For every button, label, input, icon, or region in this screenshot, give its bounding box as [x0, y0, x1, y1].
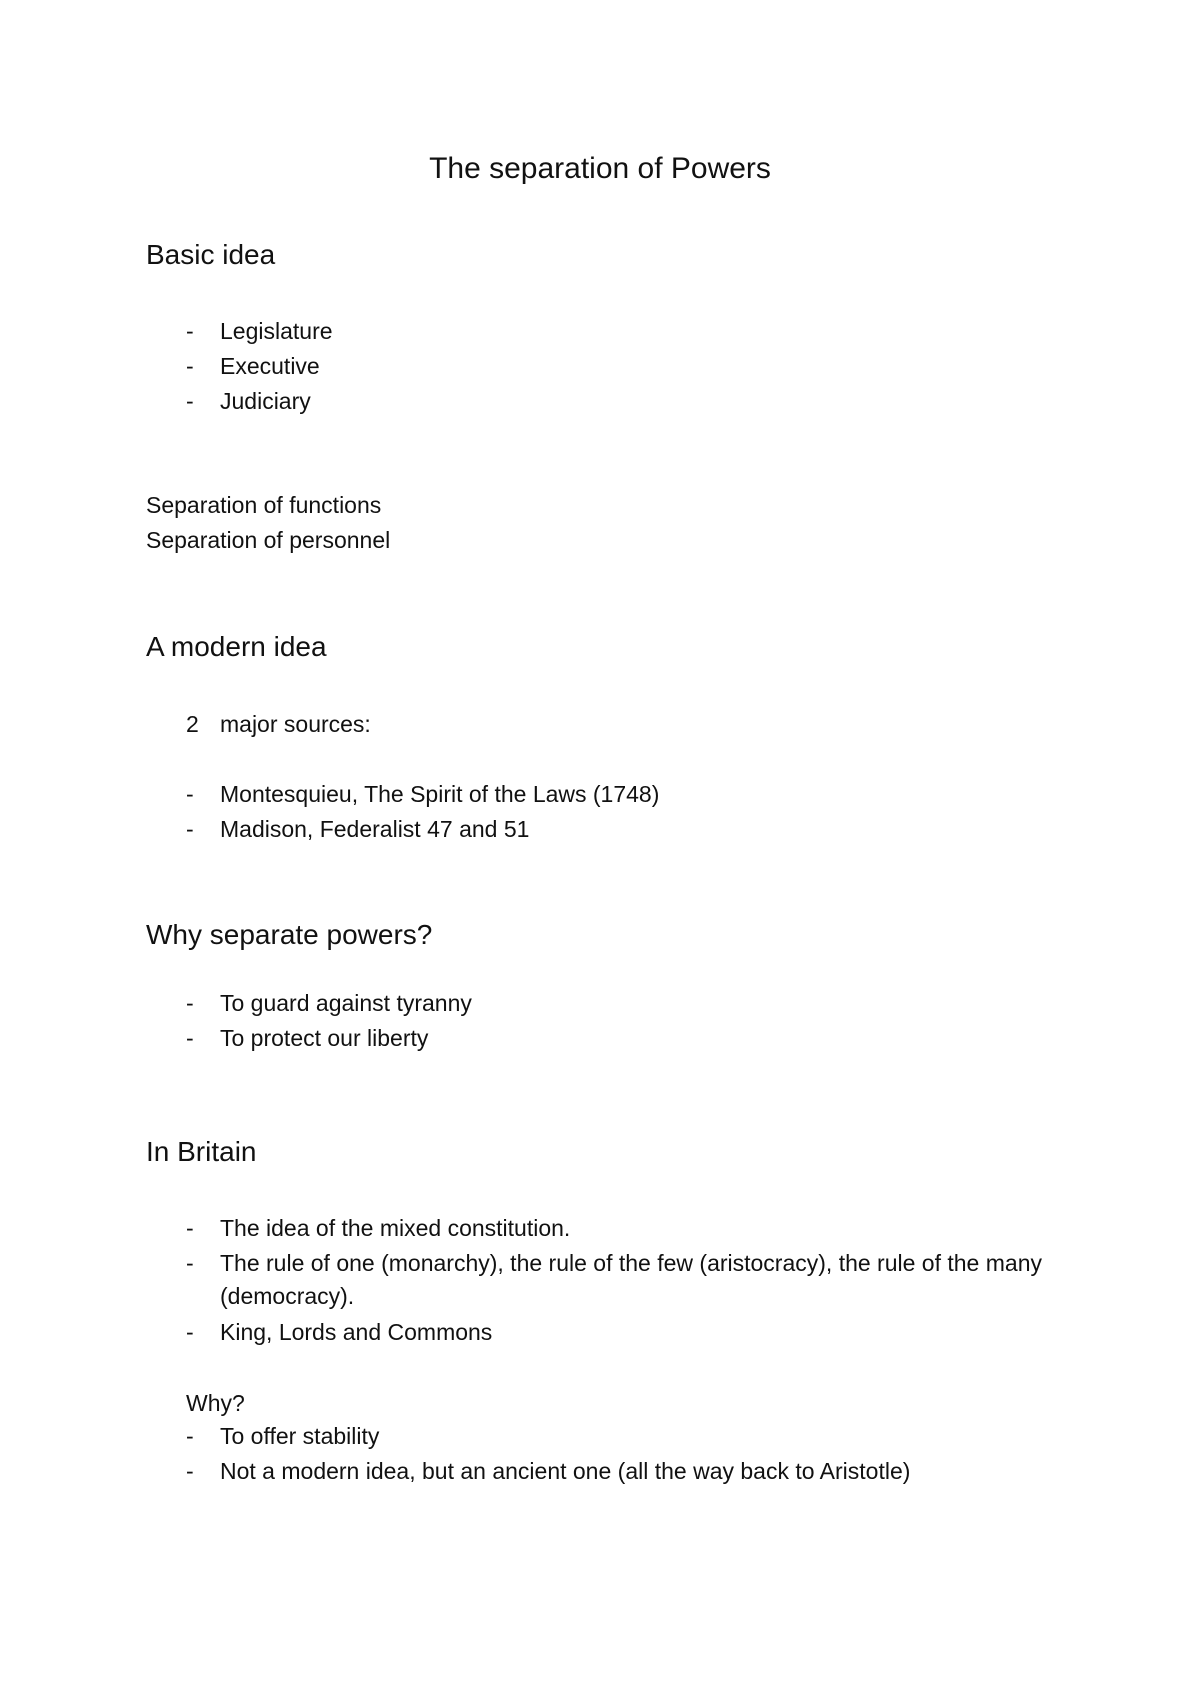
bullet-marker: - [186, 781, 194, 807]
section-heading-basic-idea: Basic idea [146, 239, 276, 270]
bullet-marker: - [186, 1250, 194, 1276]
body-line: Separation of functions [146, 492, 382, 518]
list-item-text: Not a modern idea, but an ancient one (all the way back to Aristotle) [220, 1458, 911, 1484]
bullet-marker: - [186, 1458, 194, 1484]
document-title: The separation of Powers [429, 152, 771, 185]
list-item-text: King, Lords and Commons [220, 1319, 493, 1345]
list-item-text: Legislature [220, 318, 333, 344]
list-item [186, 315, 1046, 348]
section-heading-in-britain: In Britain [146, 1136, 257, 1167]
bullet-marker: - [186, 1423, 194, 1449]
bullet-marker: - [186, 1215, 194, 1241]
list-item-text: Judiciary [220, 388, 311, 414]
list-item [186, 350, 1046, 383]
list-item-text: To offer stability [220, 1423, 380, 1449]
list-item [186, 385, 1046, 418]
body-line: Separation of personnel [146, 527, 391, 553]
list-item-text: To protect our liberty [220, 1025, 429, 1051]
bullet-marker: - [186, 388, 194, 414]
bullet-marker: - [186, 990, 194, 1016]
bullet-marker: - [186, 816, 194, 842]
list-item-text: Madison, Federalist 47 and 51 [220, 816, 530, 842]
list-item [186, 1316, 1046, 1349]
list-item-text: Executive [220, 353, 320, 379]
bullet-marker: - [186, 353, 194, 379]
list-item [186, 987, 1046, 1020]
subheading-why: Why? [186, 1390, 245, 1416]
list-item [186, 1455, 1046, 1488]
list-item [186, 813, 1046, 846]
list-item [186, 1247, 1046, 1313]
list-item [186, 778, 1046, 811]
bullet-marker: - [186, 1025, 194, 1051]
numbered-line [186, 710, 371, 738]
bullet-marker: - [186, 1319, 194, 1345]
list-item-text: The rule of one (monarchy), the rule of the few (aristocracy), the rule of the many (democracy). [220, 1250, 1042, 1309]
list-item [186, 1212, 1046, 1245]
list-item [186, 1420, 1046, 1453]
list-item-text: The idea of the mixed constitution. [220, 1215, 571, 1241]
bullet-marker: - [186, 318, 194, 344]
list-number: 2 [186, 711, 199, 737]
list-item-text: To guard against tyranny [220, 990, 472, 1016]
numbered-line-text: major sources: [220, 711, 371, 737]
section-heading-why-separate: Why separate powers? [146, 919, 433, 950]
list-item [186, 1022, 1046, 1055]
section-heading-modern-idea: A modern idea [146, 631, 327, 662]
list-item-text: Montesquieu, The Spirit of the Laws (1748) [220, 781, 660, 807]
